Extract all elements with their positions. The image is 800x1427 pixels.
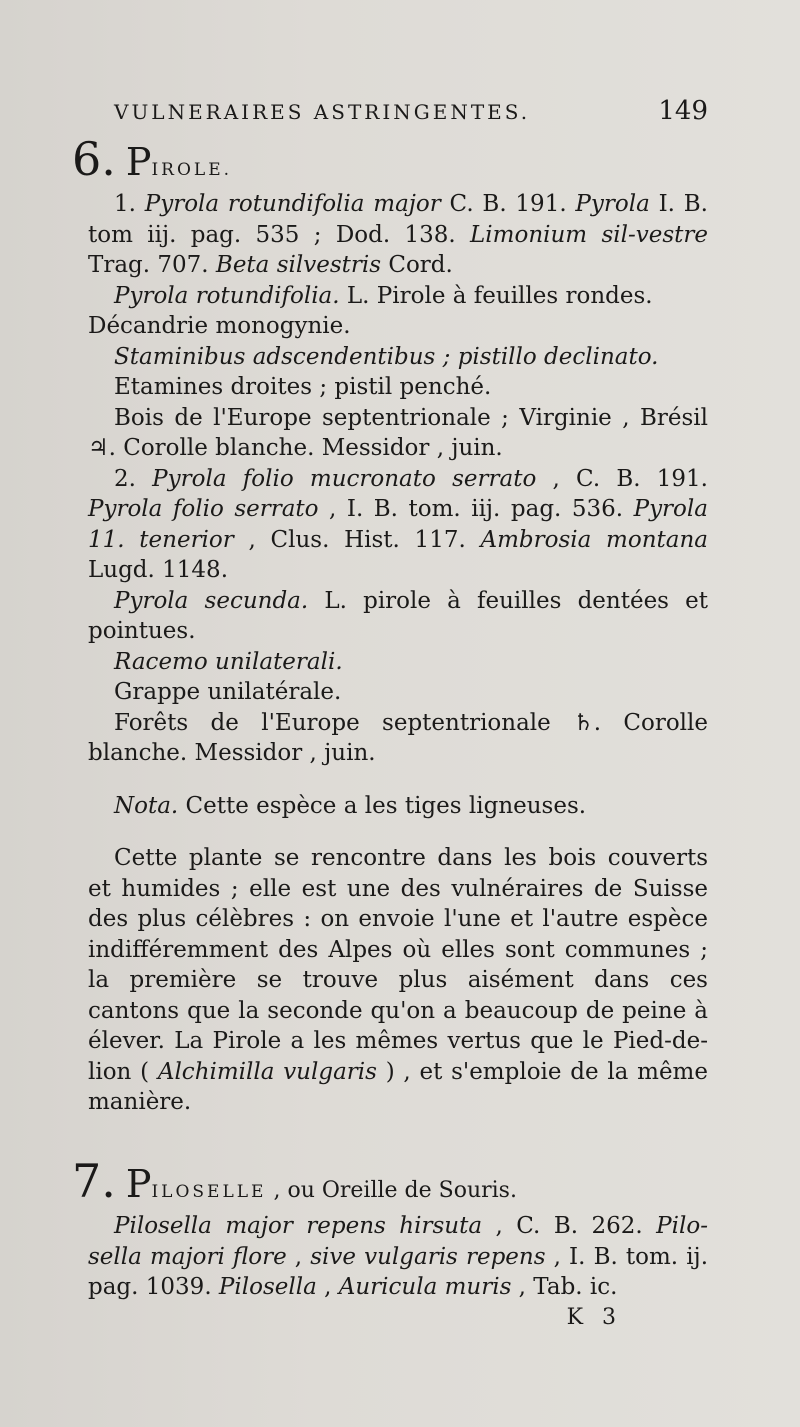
entry-3-name-d: Pilosella [211, 1274, 317, 1300]
entry-3-name-e: Auricula muris [338, 1274, 512, 1300]
latin-character-2: Racemo unilaterali. [114, 648, 343, 675]
nota-note [88, 791, 708, 822]
entry-1-name-b: Pyrola [566, 191, 650, 217]
signature-mark: K 3 [566, 1304, 622, 1330]
section-7-title: ILOSELLE [151, 1181, 267, 1202]
habitat-1: Bois de l'Europe septentrionale ; Virginie , Brésil ♃. Corolle blanche. Messidor , juin. [88, 404, 708, 461]
entry-1-name-c: Limonium sil-vestre [455, 221, 708, 248]
french-character-2: Grappe unilatérale. [114, 679, 342, 705]
linnaean-name-2 [88, 586, 708, 647]
entry-2-name-c: Pyrola 11. tenerior [88, 496, 708, 553]
common-name-2: L. pirole à feuilles dentées et pointues. [88, 587, 708, 644]
entry-2-ref-c: , Clus. Hist. 117. [233, 526, 466, 553]
entry-3-ref-a: , C. B. 262. [482, 1213, 643, 1239]
entry-3-sep-b: , [316, 1274, 339, 1300]
entry-3-name-a: Pilosella major repens hirsuta [114, 1213, 483, 1239]
entry-1-ref-b: I. B. tom iij. pag. 535 ; Dod. 138. [88, 191, 708, 248]
entry-3-sep-a: , [286, 1243, 311, 1270]
entry-2-ref-a: , C. B. 191. [536, 465, 708, 492]
synonym-entry-3 [88, 1211, 708, 1303]
entry-1-ref-a: C. B. 191. [440, 191, 567, 217]
section-7-subtitle: , ou Oreille de Souris. [266, 1177, 517, 1203]
spacer [88, 821, 708, 843]
spacer [88, 1118, 708, 1156]
entry-3-ref-b: , I. B. tom. ij. pag. 1039. [88, 1243, 708, 1300]
french-character-1: Etamines droites ; pistil penché. [114, 374, 492, 400]
entry-3-ref-c: , Tab. ic. [511, 1274, 618, 1300]
page-text [72, 96, 709, 1333]
classification-1: Décandrie monogynie. [88, 313, 351, 339]
entry-2-name-a: Pyrola folio mucronato serrato [135, 465, 537, 492]
nota-text: Cette espèce a les tiges ligneuses. [178, 792, 587, 819]
entry-1-number: 1. [114, 191, 136, 217]
body-paren-open: ( [131, 1058, 158, 1085]
entry-1-ref-c: Trag. 707. [88, 252, 209, 278]
entry-2-name-d: Ambrosia montana [465, 526, 709, 553]
spacer [88, 769, 708, 791]
section-6-title: IROLE. [151, 159, 233, 180]
body-paren-close: ) , et s'emploie de la même manière. [88, 1058, 708, 1115]
section-6-initial: P [125, 139, 152, 184]
habitat-2: Forêts de l'Europe septentrionale ♄. Corolle blanche. Messidor , juin. [88, 709, 708, 766]
running-head-title: VULNERAIRES ASTRINGENTES. [114, 100, 531, 124]
body-paragraph [88, 843, 708, 1118]
entry-2-ref-d: Lugd. 1148. [88, 557, 228, 583]
synonym-entry-1 [88, 189, 708, 281]
body-text: Cette plante se rencontre dans les bois couverts et humides ; elle est une des vulnéraires de Suisse des plus célèbres : on envoie l'une et l'autre espèce indifféremment des Alpes où elles sont communes ; la première se trouve plus aisément dans ces cantons que la seconde qu'on a beaucoup de peine à élever. La Pirole a les mêmes vertus que le Pied-de-lion [88, 845, 708, 1085]
section-7-number: 7. [72, 1153, 116, 1208]
running-head [88, 96, 708, 128]
entry-1-ref-d: Cord. [381, 252, 453, 278]
section-7-heading [72, 1153, 708, 1208]
common-name-1: L. Pirole à feuilles rondes. [339, 282, 653, 309]
entry-2-name-b: Pyrola folio serrato [88, 496, 319, 522]
entry-2-number: 2. [114, 465, 136, 492]
body-paren-name: Alchimilla vulgaris [157, 1058, 377, 1085]
section-6-number: 6. [72, 131, 116, 186]
latin-character-1: Staminibus adscendentibus ; pistillo declinato. [114, 343, 659, 370]
entry-3-name-b: Pilo-sella majori flore [88, 1213, 708, 1270]
entry-3-name-c: sive vulgaris repens [310, 1243, 546, 1270]
entry-1-name-a: Pyrola rotundifolia major [135, 191, 441, 217]
nota-label: Nota. [114, 792, 179, 819]
entry-2-ref-b: , I. B. tom. iij. pag. 536. [318, 496, 624, 522]
linnaean-binomial-1: Pyrola rotundifolia. [114, 282, 340, 309]
synonym-entry-2 [88, 464, 708, 586]
linnaean-binomial-2: Pyrola secunda. [114, 587, 309, 614]
entry-1-name-d: Beta silvestris [208, 252, 382, 278]
linnaean-name-1 [88, 281, 708, 312]
section-6-heading [72, 131, 708, 186]
section-7-initial: P [125, 1161, 152, 1206]
page-number: 149 [658, 96, 708, 126]
